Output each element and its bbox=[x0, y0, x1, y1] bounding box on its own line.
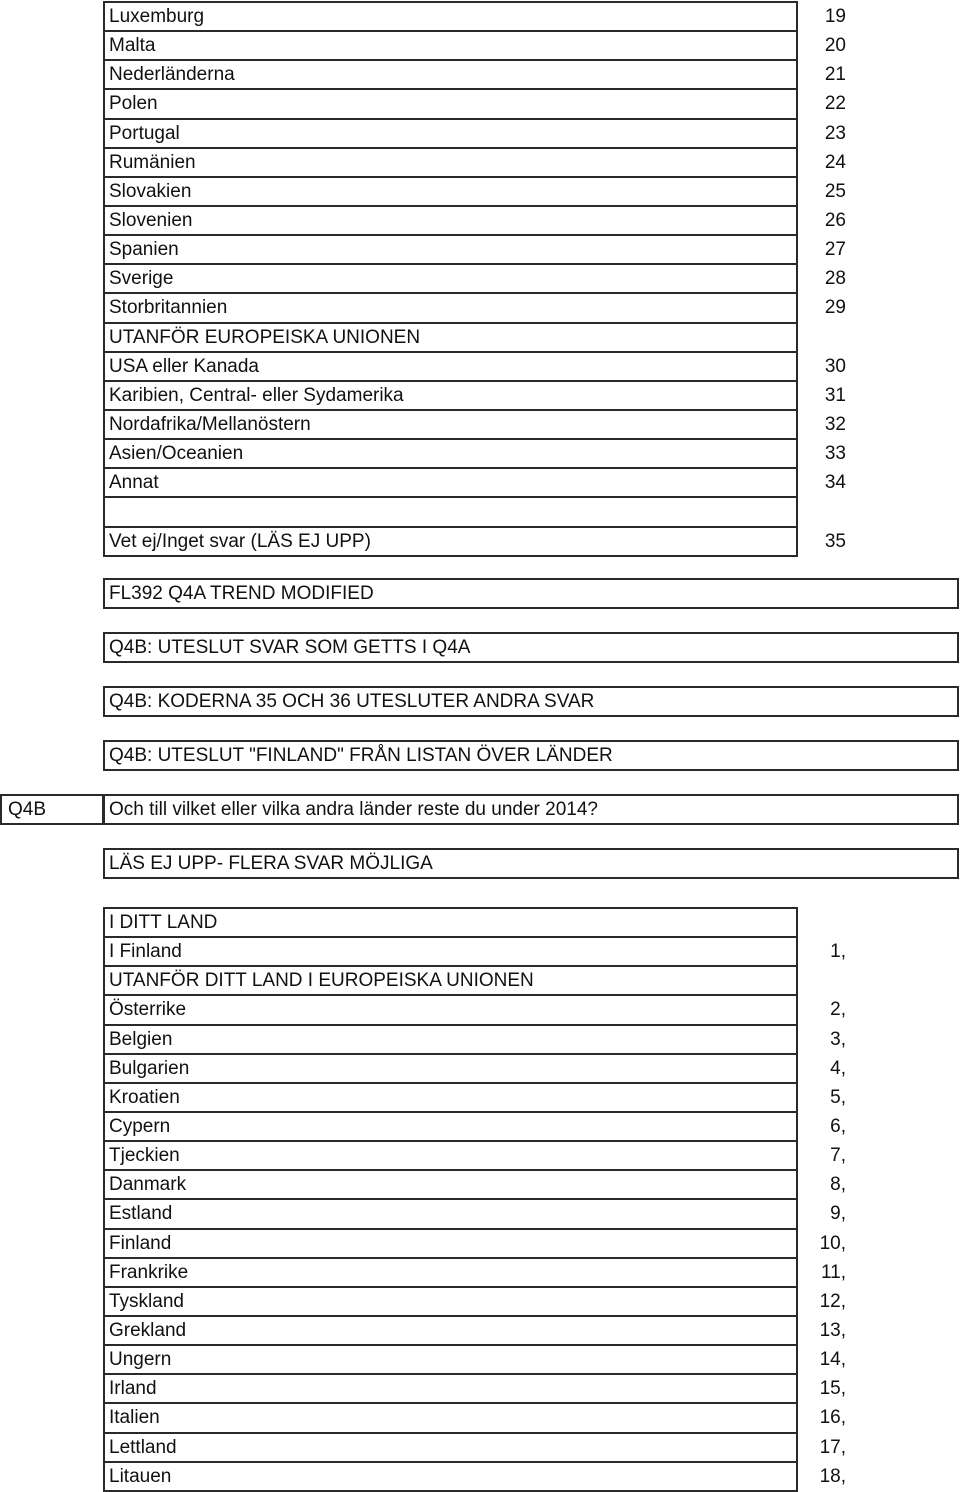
answer-option-code: 33 bbox=[824, 443, 846, 465]
answer-option-label: UTANFÖR EUROPEISKA UNIONEN bbox=[105, 324, 796, 353]
answer-option-label: Belgien bbox=[105, 1026, 796, 1055]
answer-option-label: Österrike bbox=[105, 996, 796, 1025]
answer-option-label: Sverige bbox=[105, 265, 796, 294]
answer-option-label: Nederländerna bbox=[105, 61, 796, 90]
note-exclude-q4a: Q4B: UTESLUT SVAR SOM GETTS I Q4A bbox=[103, 632, 959, 663]
answer-option-code: 11, bbox=[820, 1261, 846, 1283]
answer-option-code bbox=[798, 323, 846, 352]
question-id: Q4B bbox=[0, 794, 104, 825]
answer-option-code bbox=[798, 966, 846, 995]
answer-option-code bbox=[798, 908, 846, 937]
answer-option-code: 17, bbox=[819, 1436, 846, 1458]
instruction: LÄS EJ UPP- FLERA SVAR MÖJLIGA bbox=[103, 848, 959, 879]
answer-option-code: 1, bbox=[830, 941, 846, 963]
answer-option-label: Portugal bbox=[105, 120, 796, 149]
answer-option-code: 8, bbox=[830, 1174, 846, 1196]
answer-option-label: I Finland bbox=[105, 938, 796, 967]
answer-option-code: 35 bbox=[824, 530, 846, 552]
answer-option-label: Karibien, Central- eller Sydamerika bbox=[105, 382, 796, 411]
answer-option-code: 13, bbox=[819, 1319, 846, 1341]
answer-option-code: 18, bbox=[819, 1465, 846, 1487]
answer-option-label: Lettland bbox=[105, 1434, 796, 1463]
answer-option-label: Annat bbox=[105, 469, 796, 498]
answer-option-label bbox=[105, 498, 796, 527]
answer-codes-bottom bbox=[798, 908, 846, 1491]
answer-option-label: Tyskland bbox=[105, 1288, 796, 1317]
answer-option-label: Estland bbox=[105, 1200, 796, 1229]
answer-option-label: Cypern bbox=[105, 1113, 796, 1142]
answer-option-code: 10, bbox=[819, 1232, 846, 1254]
answer-codes-top bbox=[798, 2, 846, 556]
answer-option-label: UTANFÖR DITT LAND I EUROPEISKA UNIONEN bbox=[105, 967, 796, 996]
answer-option-code: 4, bbox=[830, 1057, 846, 1079]
answer-option-code: 29 bbox=[824, 297, 846, 319]
answer-option-label: Asien/Oceanien bbox=[105, 440, 796, 469]
answer-option-code: 24 bbox=[824, 151, 846, 173]
answer-option-label: I DITT LAND bbox=[105, 909, 796, 938]
answer-option-label: Storbritannien bbox=[105, 294, 796, 323]
answer-option-label: Polen bbox=[105, 90, 796, 119]
answer-option-code: 25 bbox=[824, 180, 846, 202]
answer-option-code: 5, bbox=[830, 1086, 846, 1108]
answer-option-label: Kroatien bbox=[105, 1084, 796, 1113]
answer-option-code: 23 bbox=[824, 122, 846, 144]
answer-option-code: 3, bbox=[830, 1028, 846, 1050]
note-codes-exclude: Q4B: KODERNA 35 OCH 36 UTESLUTER ANDRA SVAR bbox=[103, 686, 959, 717]
answer-option-code: 32 bbox=[824, 413, 846, 435]
answer-option-code: 16, bbox=[819, 1407, 846, 1429]
answer-option-label: Tjeckien bbox=[105, 1142, 796, 1171]
answer-option-code bbox=[798, 497, 846, 526]
note-exclude-finland: Q4B: UTESLUT "FINLAND" FRÅN LISTAN ÖVER LÄNDER bbox=[103, 740, 959, 771]
answer-option-label: Spanien bbox=[105, 236, 796, 265]
answer-option-code: 30 bbox=[824, 355, 846, 377]
answer-option-label: Luxemburg bbox=[105, 3, 796, 32]
answer-list-bottom bbox=[103, 907, 798, 1492]
answer-option-label: Litauen bbox=[105, 1463, 796, 1492]
answer-option-code: 19 bbox=[824, 6, 846, 27]
answer-option-label: Irland bbox=[105, 1375, 796, 1404]
answer-option-code: 26 bbox=[824, 209, 846, 231]
answer-option-code: 22 bbox=[824, 93, 846, 115]
answer-option-code: 7, bbox=[830, 1145, 846, 1167]
answer-option-code: 15, bbox=[819, 1378, 846, 1400]
answer-option-label: Slovenien bbox=[105, 207, 796, 236]
answer-option-label: Rumänien bbox=[105, 149, 796, 178]
answer-option-code: 9, bbox=[830, 1203, 846, 1225]
answer-option-label: Slovakien bbox=[105, 178, 796, 207]
answer-option-label: Nordafrika/Mellanöstern bbox=[105, 411, 796, 440]
answer-option-code: 14, bbox=[819, 1349, 846, 1371]
answer-option-code: 27 bbox=[824, 239, 846, 261]
answer-option-code: 20 bbox=[824, 35, 846, 57]
answer-option-label: Frankrike bbox=[105, 1259, 796, 1288]
answer-option-code: 2, bbox=[830, 999, 846, 1021]
answer-option-code: 34 bbox=[824, 472, 846, 494]
answer-option-code: 21 bbox=[824, 64, 846, 86]
answer-option-label: Grekland bbox=[105, 1317, 796, 1346]
answer-option-label: Vet ej/Inget svar (LÄS EJ UPP) bbox=[105, 528, 796, 557]
answer-option-code: 12, bbox=[819, 1290, 846, 1312]
answer-option-code: 6, bbox=[830, 1115, 846, 1137]
answer-option-label: USA eller Kanada bbox=[105, 353, 796, 382]
question-text: Och till vilket eller vilka andra länder reste du under 2014? bbox=[103, 794, 959, 825]
answer-option-label: Malta bbox=[105, 32, 796, 61]
answer-list-top bbox=[103, 1, 798, 557]
answer-option-label: Ungern bbox=[105, 1346, 796, 1375]
note-trend: FL392 Q4A TREND MODIFIED bbox=[103, 578, 959, 609]
answer-option-code: 28 bbox=[824, 268, 846, 290]
answer-option-label: Finland bbox=[105, 1230, 796, 1259]
answer-option-code: 31 bbox=[824, 384, 846, 406]
answer-option-label: Danmark bbox=[105, 1171, 796, 1200]
answer-option-label: Italien bbox=[105, 1404, 796, 1433]
answer-option-label: Bulgarien bbox=[105, 1055, 796, 1084]
